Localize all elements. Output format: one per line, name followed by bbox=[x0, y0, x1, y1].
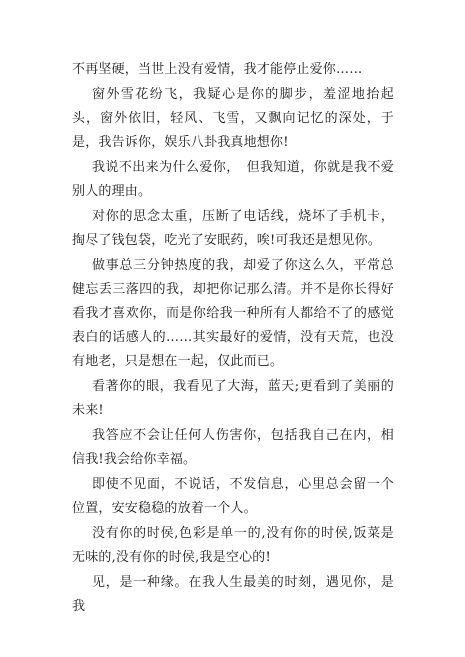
paragraph-9: 没有你的时侯,色彩是单一的,没有你的时侯,饭菜是无味的,没有你的时侯,我是空心的! bbox=[72, 526, 394, 565]
paragraph-4: 对你的思念太重，压断了电话线，烧坏了手机卡，掏尽了钱包袋，吃光了安眠药，唉!可我还是想见你。 bbox=[72, 209, 394, 248]
paragraph-1: 不再坚硬，当世上没有爱情，我才能停止爱你…… bbox=[72, 62, 363, 77]
document-body bbox=[72, 58, 394, 620]
paragraph-7: 我答应不会让任何人伤害你，包括我自己在内，相信我!我会给你幸福。 bbox=[72, 428, 394, 467]
paragraph-10: 见，是一种缘。在我人生最美的时刻，遇见你，是我 bbox=[72, 575, 394, 614]
paragraph-8: 即使不见面，不说话，不发信息，心里总会留一个位置，安安稳稳的放着一个人。 bbox=[72, 477, 394, 516]
paragraph-6: 看著你的眼，我看见了大海，蓝天;更看到了美丽的未来! bbox=[72, 379, 394, 418]
paragraph-3: 我说不出来为什么爱你， 但我知道，你就是我不爱别人的理由。 bbox=[72, 160, 394, 199]
paragraph-2: 窗外雪花纷飞，我疑心是你的脚步，羞涩地抬起头，窗外依旧，轻风、飞雪，又飘向记忆的深处，于是，我告诉你，娱乐八卦我真地想你! bbox=[72, 87, 394, 150]
paragraph-5: 做事总三分钟热度的我，却爱了你这么久，平常总健忘丢三落四的我，却把你记那么清。并不是你长得好看我才喜欢你，而是你给我一种所有人都给不了的感觉表白的话感人的……其实最好的爱情，没有天荒，也没有地老，只是想在一起，仅此而已。 bbox=[72, 258, 394, 369]
